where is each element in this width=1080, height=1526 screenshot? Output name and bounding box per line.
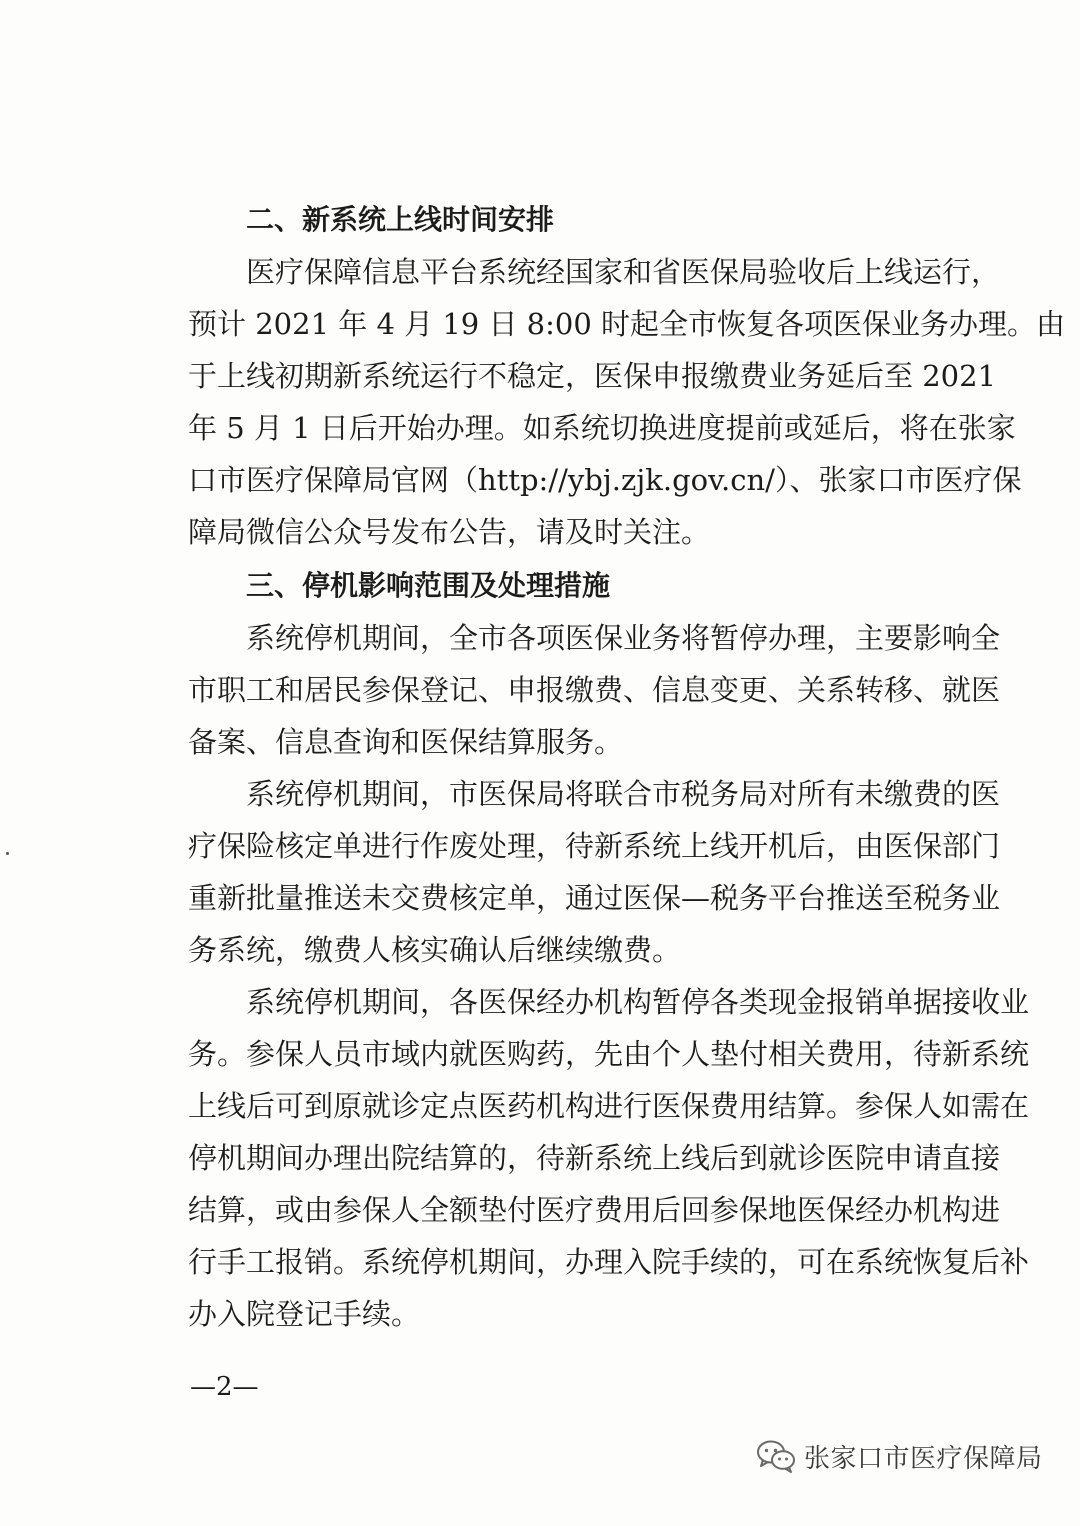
paragraph-line: 障局微信公众号发布公告，请及时关注。 — [188, 515, 711, 549]
wechat-icon — [756, 1439, 796, 1473]
paragraph-line: 系统停机期间，各医保经办机构暂停各类现金报销单据接收业 — [246, 985, 1030, 1019]
paragraph-line: 结算，或由参保人全额垫付医疗费用后回参保地医保经办机构进 — [188, 1193, 1001, 1227]
page-number: —2— — [190, 1372, 259, 1402]
paragraph-line: 重新批量推送未交费核定单，通过医保—税务平台推送至税务业 — [188, 881, 1001, 915]
wechat-watermark — [756, 1436, 1043, 1476]
paragraph-line: 备案、信息查询和医保结算服务。 — [188, 725, 624, 759]
paragraph-line: 预计 2021 年 4 月 19 日 8:00 时起全市恢复各项医保业务办理。由 — [188, 307, 1066, 341]
paragraph-line: 系统停机期间，市医保局将联合市税务局对所有未缴费的医 — [246, 777, 1001, 811]
paragraph-line: 务系统，缴费人核实确认后继续缴费。 — [188, 933, 682, 967]
paragraph-line: 行手工报销。系统停机期间，办理入院手续的，可在系统恢复后补 — [188, 1245, 1030, 1279]
paragraph-line: 疗保险核定单进行作废处理，待新系统上线开机后，由医保部门 — [188, 829, 1001, 863]
paragraph-line: 务。参保人员市域内就医购药，先由个人垫付相关费用，待新系统 — [188, 1037, 1030, 1071]
paragraph-line: 年 5 月 1 日后开始办理。如系统切换进度提前或延后，将在张家 — [188, 411, 1016, 445]
watermark-text: 张家口市医疗保障局 — [804, 1443, 1043, 1474]
paragraph-line: 系统停机期间，全市各项医保业务将暂停办理，主要影响全 — [246, 621, 1001, 655]
paragraph-line: 市职工和居民参保登记、申报缴费、信息变更、关系转移、就医 — [188, 673, 1001, 707]
paragraph-line: 停机期间办理出院结算的，待新系统上线后到就诊医院申请直接 — [188, 1141, 1001, 1175]
section-heading: 三、停机影响范围及处理措施 — [246, 569, 611, 602]
section-heading: 二、新系统上线时间安排 — [246, 203, 555, 236]
paragraph-line: 口市医疗保障局官网（http://ybj.zjk.gov.cn/）、张家口市医疗保 — [188, 463, 1022, 497]
paragraph-line: 上线后可到原就诊定点医药机构进行医保费用结算。参保人如需在 — [188, 1089, 1030, 1123]
paragraph-line: 医疗保障信息平台系统经国家和省医保局验收后上线运行， — [246, 255, 1001, 289]
paragraph-line: 办入院登记手续。 — [188, 1297, 421, 1331]
scan-speck — [6, 852, 9, 855]
paragraph-line: 于上线初期新系统运行不稳定，医保申报缴费业务延后至 2021 — [188, 359, 997, 393]
